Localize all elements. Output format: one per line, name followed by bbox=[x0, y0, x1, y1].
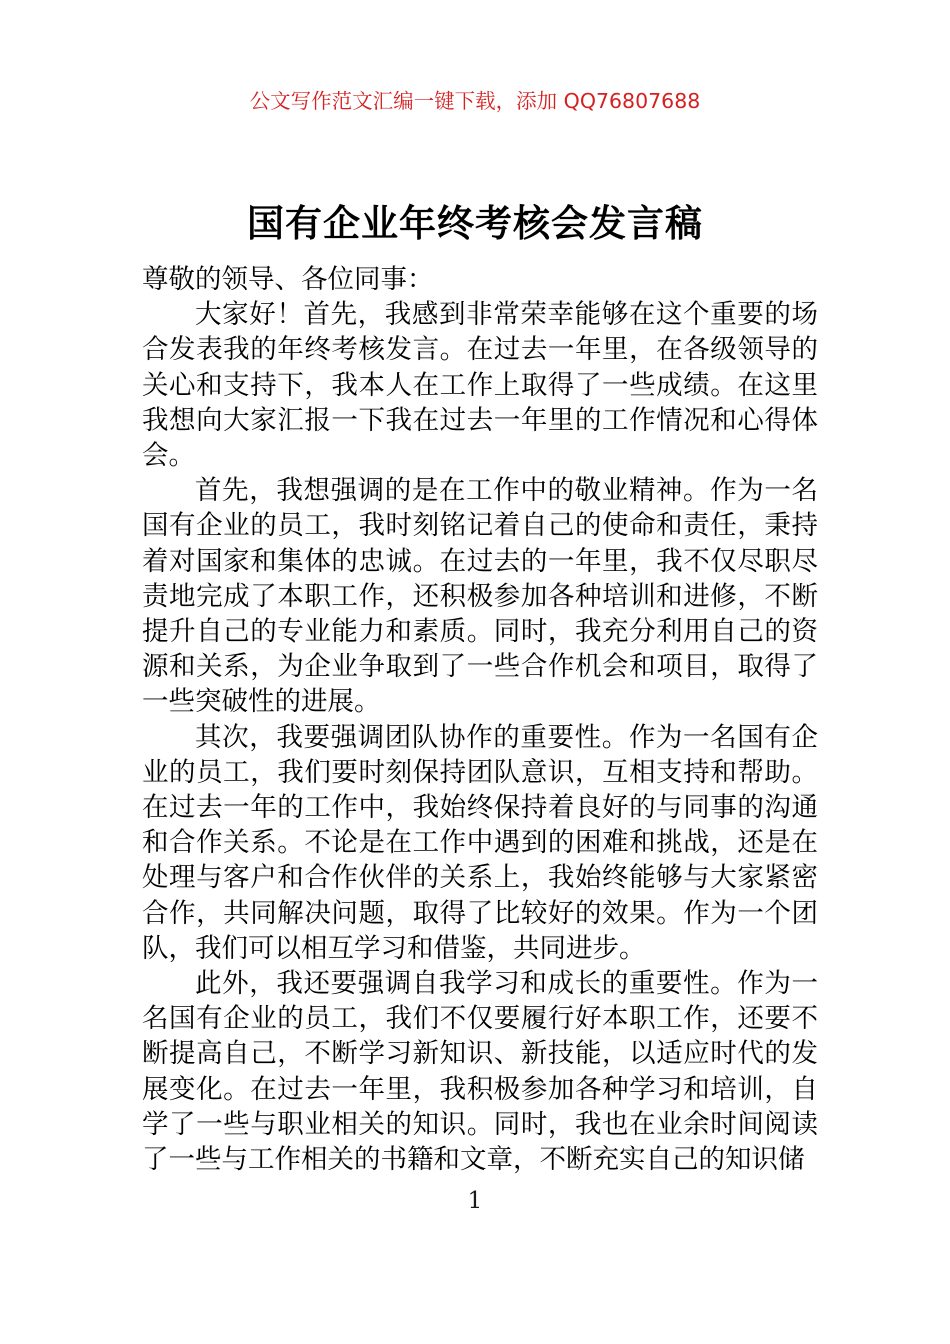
watermark-banner: 公文写作范文汇编一键下载，添加 QQ76807688 bbox=[249, 89, 701, 113]
salutation-line: 尊敬的领导、各位同事： bbox=[142, 264, 434, 295]
body-paragraph-4: 此外，我还要强调自我学习和成长的重要性。作为一名国有企业的员工，我们不仅要履行好本职工作，还要不断提高自己，不断学习新知识、新技能，以适应时代的发展变化。在过去一年里，我积极参加各种学习和培训，自学了一些与职业相关的知识。同时，我也在业余时间阅读了一些与工作相关的书籍和文章，不断充实自己的知识储 bbox=[142, 968, 818, 1176]
body-paragraph-3: 其次，我要强调团队协作的重要性。作为一名国有企业的员工，我们要时刻保持团队意识，互相支持和帮助。在过去一年的工作中，我始终保持着良好的与同事的沟通和合作关系。不论是在工作中遇到的困难和挑战，还是在处理与客户和合作伙伴的关系上，我始终能够与大家紧密合作，共同解决问题，取得了比较好的效果。作为一个团队，我们可以相互学习和借鉴，共同进步。 bbox=[142, 721, 818, 964]
body-paragraph-2: 首先，我想强调的是在工作中的敬业精神。作为一名国有企业的员工，我时刻铭记着自己的使命和责任，秉持着对国家和集体的忠诚。在过去的一年里，我不仅尽职尽责地完成了本职工作，还积极参加各种培训和进修，不断提升自己的专业能力和素质。同时，我充分利用自己的资源和关系，为企业争取到了一些合作机会和项目，取得了一些突破性的进展。 bbox=[142, 475, 818, 718]
page-number: 1 bbox=[467, 1188, 483, 1214]
page-title: 国有企业年终考核会发言稿 bbox=[247, 201, 703, 245]
document-body bbox=[142, 262, 818, 1177]
body-paragraph-1: 大家好！首先，我感到非常荣幸能够在这个重要的场合发表我的年终考核发言。在过去一年里，在各级领导的关心和支持下，我本人在工作上取得了一些成绩。在这里我想向大家汇报一下我在过去一年里的工作情况和心得体会。 bbox=[142, 299, 818, 472]
